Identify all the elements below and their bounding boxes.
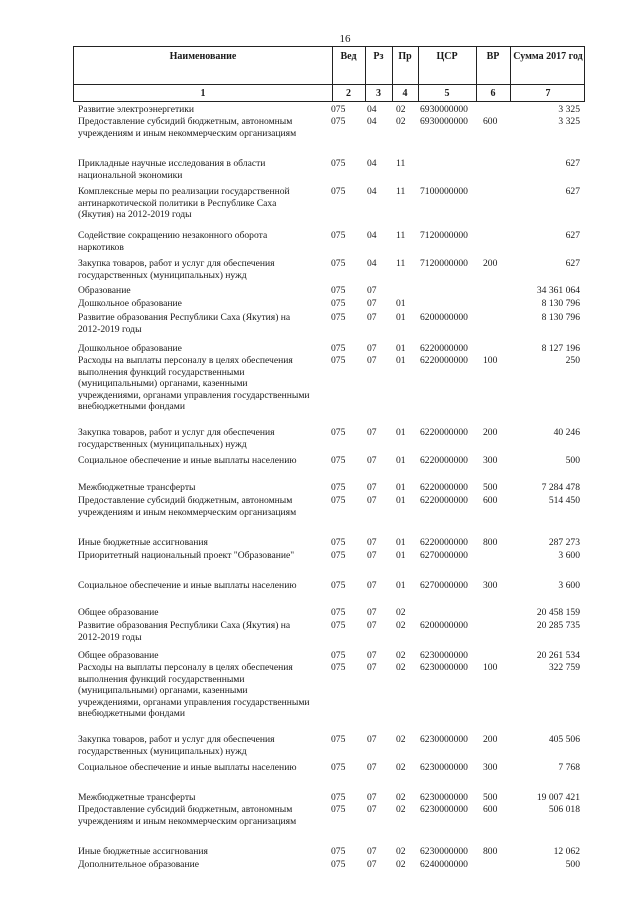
cell-pr: 01 xyxy=(396,537,406,548)
cell-ved: 075 xyxy=(331,846,346,857)
cell-name xyxy=(78,258,326,281)
cell-name-line: Приоритетный национальный проект "Образование" xyxy=(78,550,295,561)
cell-name-line: Развитие образования Республики Саха (Якутия) на xyxy=(78,620,291,631)
cell-vr: 500 xyxy=(483,792,498,803)
cell-name-line: Расходы на выплаты персоналу в целях обеспечения xyxy=(78,355,293,366)
cell-ved: 075 xyxy=(331,550,346,561)
cell-ved: 075 xyxy=(331,285,346,296)
cell-csr: 7120000000 xyxy=(420,258,468,269)
cell-rz: 07 xyxy=(367,537,377,548)
cell-rz: 07 xyxy=(367,455,377,466)
cell-name-line: учреждениями, органами управления государственными xyxy=(78,696,310,708)
cell-name xyxy=(78,116,326,139)
header-num-2: 2 xyxy=(346,88,351,99)
cell-name xyxy=(78,455,326,467)
cell-name-line: Межбюджетные трансферты xyxy=(78,792,196,803)
header-pr: Пр xyxy=(398,51,412,62)
cell-pr: 01 xyxy=(396,312,406,323)
cell-amount: 19 007 421 xyxy=(536,792,580,803)
cell-name-line: антинаркотической политики в Республике Саха xyxy=(78,197,277,209)
cell-name-line: Дошкольное образование xyxy=(78,343,182,354)
cell-name xyxy=(78,343,326,355)
cell-name xyxy=(78,186,326,221)
cell-name-line: 2012-2019 годы xyxy=(78,631,142,643)
cell-rz: 07 xyxy=(367,298,377,309)
cell-vr: 500 xyxy=(483,482,498,493)
cell-name xyxy=(78,495,326,518)
cell-pr: 11 xyxy=(396,158,406,169)
cell-ved: 075 xyxy=(331,343,346,354)
cell-name-line: национальной экономики xyxy=(78,169,183,181)
cell-csr: 6930000000 xyxy=(420,116,468,127)
cell-name-line: Содействие сокращению незаконного оборота xyxy=(78,230,268,241)
cell-ved: 075 xyxy=(331,804,346,815)
cell-amount: 7 284 478 xyxy=(541,482,580,493)
cell-name-line: внебюджетными фондами xyxy=(78,708,185,719)
cell-name-line: Предоставление субсидий бюджетным, автономным xyxy=(78,116,293,127)
cell-csr: 6220000000 xyxy=(420,343,468,354)
cell-csr: 6200000000 xyxy=(420,620,468,631)
header-rz: Рз xyxy=(373,51,384,62)
cell-ved: 075 xyxy=(331,762,346,773)
cell-pr: 02 xyxy=(396,792,406,803)
cell-pr: 01 xyxy=(396,455,406,466)
cell-name-line: (муниципальными) органами, казенными xyxy=(78,685,248,696)
cell-name-line: выполнения функций государственными xyxy=(78,673,245,685)
cell-name-line: Социальное обеспечение и иные выплаты населению xyxy=(78,762,297,773)
cell-ved: 075 xyxy=(331,186,346,197)
cell-name-line: Комплексные меры по реализации государственной xyxy=(78,186,290,197)
cell-amount: 250 xyxy=(565,355,580,366)
cell-ved: 075 xyxy=(331,258,346,269)
header-num-5: 5 xyxy=(444,88,450,99)
cell-csr: 6270000000 xyxy=(420,580,468,591)
cell-amount: 405 506 xyxy=(548,734,580,745)
cell-pr: 01 xyxy=(396,482,406,493)
header-num-6: 6 xyxy=(490,88,496,99)
cell-vr: 800 xyxy=(483,846,498,857)
cell-pr: 02 xyxy=(396,734,406,745)
cell-csr: 6230000000 xyxy=(420,662,468,673)
cell-name-line: государственных (муниципальных) нужд xyxy=(78,438,247,450)
cell-vr: 200 xyxy=(483,427,498,438)
cell-rz: 07 xyxy=(367,804,377,815)
cell-rz: 04 xyxy=(367,230,377,241)
cell-amount: 322 759 xyxy=(548,662,580,673)
cell-pr: 02 xyxy=(396,859,406,870)
cell-name-line: Закупка товаров, работ и услуг для обеспечения xyxy=(78,427,275,438)
cell-name-line: учреждениям и иным некоммерческим организациям xyxy=(78,815,297,827)
cell-csr: 6240000000 xyxy=(420,859,468,870)
cell-name xyxy=(78,846,326,858)
cell-amount: 7 768 xyxy=(558,762,580,773)
cell-name-line: 2012-2019 годы xyxy=(78,323,142,335)
cell-csr: 6230000000 xyxy=(420,792,468,803)
header-num-3: 3 xyxy=(376,88,381,99)
cell-name xyxy=(78,859,326,871)
cell-vr: 600 xyxy=(483,116,498,127)
cell-rz: 07 xyxy=(367,355,377,366)
cell-pr: 02 xyxy=(396,762,406,773)
cell-csr: 6220000000 xyxy=(420,495,468,506)
cell-vr: 800 xyxy=(483,537,498,548)
cell-csr: 6270000000 xyxy=(420,550,468,561)
cell-rz: 07 xyxy=(367,792,377,803)
cell-ved: 075 xyxy=(331,355,346,366)
cell-name xyxy=(78,104,326,116)
cell-pr: 01 xyxy=(396,495,406,506)
cell-ved: 075 xyxy=(331,495,346,506)
cell-rz: 07 xyxy=(367,662,377,673)
cell-vr: 100 xyxy=(483,355,498,366)
cell-ved: 075 xyxy=(331,620,346,631)
cell-rz: 07 xyxy=(367,312,377,323)
cell-name xyxy=(78,285,326,297)
cell-ved: 075 xyxy=(331,662,346,673)
cell-amount: 12 062 xyxy=(553,846,580,857)
cell-name xyxy=(78,298,326,310)
cell-ved: 075 xyxy=(331,230,346,241)
cell-name-line: Предоставление субсидий бюджетным, автономным xyxy=(78,804,293,815)
cell-name-line: (Якутия) на 2012-2019 годы xyxy=(78,209,192,220)
cell-pr: 02 xyxy=(396,620,406,631)
cell-name xyxy=(78,804,326,827)
cell-name-line: Общее образование xyxy=(78,607,159,618)
cell-pr: 02 xyxy=(396,846,406,857)
cell-csr: 6230000000 xyxy=(420,650,468,661)
cell-rz: 07 xyxy=(367,734,377,745)
cell-rz: 07 xyxy=(367,859,377,870)
cell-name-line: Социальное обеспечение и иные выплаты населению xyxy=(78,455,297,466)
cell-pr: 01 xyxy=(396,298,406,309)
cell-csr: 7100000000 xyxy=(420,186,468,197)
cell-ved: 075 xyxy=(331,482,346,493)
cell-amount: 3 325 xyxy=(558,116,580,127)
cell-rz: 07 xyxy=(367,650,377,661)
cell-vr: 300 xyxy=(483,762,498,773)
cell-name-line: государственных (муниципальных) нужд xyxy=(78,269,247,281)
cell-rz: 07 xyxy=(367,427,377,438)
cell-amount: 20 285 735 xyxy=(536,620,580,631)
cell-ved: 075 xyxy=(331,859,346,870)
cell-ved: 075 xyxy=(331,650,346,661)
cell-pr: 02 xyxy=(396,662,406,673)
cell-vr: 300 xyxy=(483,455,498,466)
cell-name-line: Иные бюджетные ассигнования xyxy=(78,537,208,548)
header-csr: ЦСР xyxy=(436,51,458,62)
cell-ved: 075 xyxy=(331,298,346,309)
header-num-4: 4 xyxy=(402,88,408,99)
cell-name-line: Дошкольное образование xyxy=(78,298,182,309)
cell-pr: 02 xyxy=(396,650,406,661)
cell-name-line: Закупка товаров, работ и услуг для обеспечения xyxy=(78,734,275,745)
cell-name-line: Межбюджетные трансферты xyxy=(78,482,196,493)
cell-ved: 075 xyxy=(331,734,346,745)
cell-amount: 500 xyxy=(565,455,580,466)
cell-ved: 075 xyxy=(331,104,346,115)
cell-pr: 01 xyxy=(396,343,406,354)
table-header xyxy=(73,46,585,102)
cell-name-line: выполнения функций государственными xyxy=(78,366,245,378)
cell-name-line: учреждениями, органами управления государственными xyxy=(78,389,310,401)
cell-name xyxy=(78,550,326,562)
cell-name xyxy=(78,734,326,757)
cell-amount: 34 361 064 xyxy=(536,285,580,296)
cell-name-line: Образование xyxy=(78,285,131,296)
cell-rz: 07 xyxy=(367,550,377,561)
cell-name-line: Общее образование xyxy=(78,650,159,661)
cell-name xyxy=(78,230,326,253)
cell-amount: 500 xyxy=(565,859,580,870)
cell-csr: 6230000000 xyxy=(420,846,468,857)
cell-vr: 200 xyxy=(483,258,498,269)
cell-name-line: Прикладные научные исследования в области xyxy=(78,158,266,169)
cell-amount: 287 273 xyxy=(548,537,580,548)
cell-csr: 6220000000 xyxy=(420,355,468,366)
cell-name-line: учреждениям и иным некоммерческим организациям xyxy=(78,127,297,139)
header-num-7: 7 xyxy=(545,88,551,99)
cell-name-line: Развитие образования Республики Саха (Якутия) на xyxy=(78,312,291,323)
page-number: 16 xyxy=(339,33,351,45)
cell-amount: 514 450 xyxy=(548,495,580,506)
cell-pr: 11 xyxy=(396,230,406,241)
cell-pr: 02 xyxy=(396,104,406,115)
cell-ved: 075 xyxy=(331,312,346,323)
cell-csr: 6200000000 xyxy=(420,312,468,323)
cell-name xyxy=(78,620,326,643)
cell-rz: 07 xyxy=(367,343,377,354)
cell-name-line: Развитие электроэнергетики xyxy=(78,104,195,115)
cell-pr: 01 xyxy=(396,427,406,438)
cell-name-line: государственных (муниципальных) нужд xyxy=(78,745,247,757)
cell-rz: 07 xyxy=(367,846,377,857)
cell-amount: 40 246 xyxy=(553,427,580,438)
cell-csr: 6220000000 xyxy=(420,427,468,438)
cell-amount: 8 127 196 xyxy=(541,343,580,354)
cell-rz: 07 xyxy=(367,762,377,773)
cell-name xyxy=(78,662,326,720)
cell-name-line: (муниципальными) органами, казенными xyxy=(78,378,248,389)
cell-rz: 07 xyxy=(367,495,377,506)
cell-name-line: Социальное обеспечение и иные выплаты населению xyxy=(78,580,297,591)
cell-rz: 04 xyxy=(367,258,377,269)
cell-pr: 01 xyxy=(396,355,406,366)
cell-csr: 6230000000 xyxy=(420,762,468,773)
cell-name-line: учреждениям и иным некоммерческим организациям xyxy=(78,506,297,518)
cell-csr: 6930000000 xyxy=(420,104,468,115)
cell-csr: 6220000000 xyxy=(420,537,468,548)
header-name: Наименование xyxy=(169,51,237,62)
cell-csr: 6230000000 xyxy=(420,734,468,745)
cell-name xyxy=(78,158,326,181)
header-ved: Вед xyxy=(340,51,357,62)
cell-pr: 01 xyxy=(396,550,406,561)
cell-amount: 20 261 534 xyxy=(536,650,580,661)
cell-name xyxy=(78,482,326,494)
cell-pr: 02 xyxy=(396,607,406,618)
cell-vr: 600 xyxy=(483,804,498,815)
cell-rz: 07 xyxy=(367,285,377,296)
cell-name-line: Предоставление субсидий бюджетным, автономным xyxy=(78,495,293,506)
cell-ved: 075 xyxy=(331,607,346,618)
cell-name xyxy=(78,650,326,662)
cell-ved: 075 xyxy=(331,116,346,127)
cell-ved: 075 xyxy=(331,792,346,803)
cell-name-line: наркотиков xyxy=(78,241,124,253)
cell-amount: 20 458 159 xyxy=(536,607,580,618)
cell-rz: 07 xyxy=(367,620,377,631)
cell-ved: 075 xyxy=(331,455,346,466)
cell-name-line: внебюджетными фондами xyxy=(78,401,185,412)
cell-name xyxy=(78,580,326,592)
cell-pr: 02 xyxy=(396,116,406,127)
cell-amount: 627 xyxy=(565,158,580,169)
cell-name-line: Дополнительное образование xyxy=(78,859,199,870)
cell-vr: 200 xyxy=(483,734,498,745)
cell-amount: 8 130 796 xyxy=(541,298,580,309)
cell-name xyxy=(78,312,326,335)
cell-csr: 6230000000 xyxy=(420,804,468,815)
header-num-1: 1 xyxy=(200,88,206,99)
cell-csr: 6220000000 xyxy=(420,455,468,466)
header-amount: Сумма 2017 год xyxy=(513,51,583,62)
cell-rz: 07 xyxy=(367,607,377,618)
cell-name xyxy=(78,537,326,549)
cell-rz: 07 xyxy=(367,482,377,493)
cell-ved: 075 xyxy=(331,580,346,591)
cell-csr: 6220000000 xyxy=(420,482,468,493)
cell-vr: 300 xyxy=(483,580,498,591)
cell-vr: 100 xyxy=(483,662,498,673)
cell-name xyxy=(78,607,326,619)
header-vr: ВР xyxy=(486,51,500,62)
cell-name-line: Иные бюджетные ассигнования xyxy=(78,846,208,857)
cell-pr: 01 xyxy=(396,580,406,591)
cell-name xyxy=(78,427,326,450)
cell-amount: 8 130 796 xyxy=(541,312,580,323)
cell-csr: 7120000000 xyxy=(420,230,468,241)
cell-name xyxy=(78,762,326,774)
cell-ved: 075 xyxy=(331,427,346,438)
cell-rz: 04 xyxy=(367,158,377,169)
cell-amount: 3 600 xyxy=(558,580,580,591)
cell-rz: 07 xyxy=(367,580,377,591)
cell-amount: 627 xyxy=(565,186,580,197)
cell-amount: 3 325 xyxy=(558,104,580,115)
cell-vr: 600 xyxy=(483,495,498,506)
cell-name xyxy=(78,792,326,804)
cell-name xyxy=(78,355,326,413)
cell-amount: 506 018 xyxy=(548,804,580,815)
cell-pr: 02 xyxy=(396,804,406,815)
cell-ved: 075 xyxy=(331,158,346,169)
cell-pr: 11 xyxy=(396,258,406,269)
cell-name-line: Расходы на выплаты персоналу в целях обеспечения xyxy=(78,662,293,673)
cell-amount: 3 600 xyxy=(558,550,580,561)
cell-amount: 627 xyxy=(565,258,580,269)
cell-rz: 04 xyxy=(367,104,377,115)
cell-pr: 11 xyxy=(396,186,406,197)
cell-name-line: Закупка товаров, работ и услуг для обеспечения xyxy=(78,258,275,269)
cell-ved: 075 xyxy=(331,537,346,548)
cell-rz: 04 xyxy=(367,116,377,127)
cell-rz: 04 xyxy=(367,186,377,197)
cell-amount: 627 xyxy=(565,230,580,241)
